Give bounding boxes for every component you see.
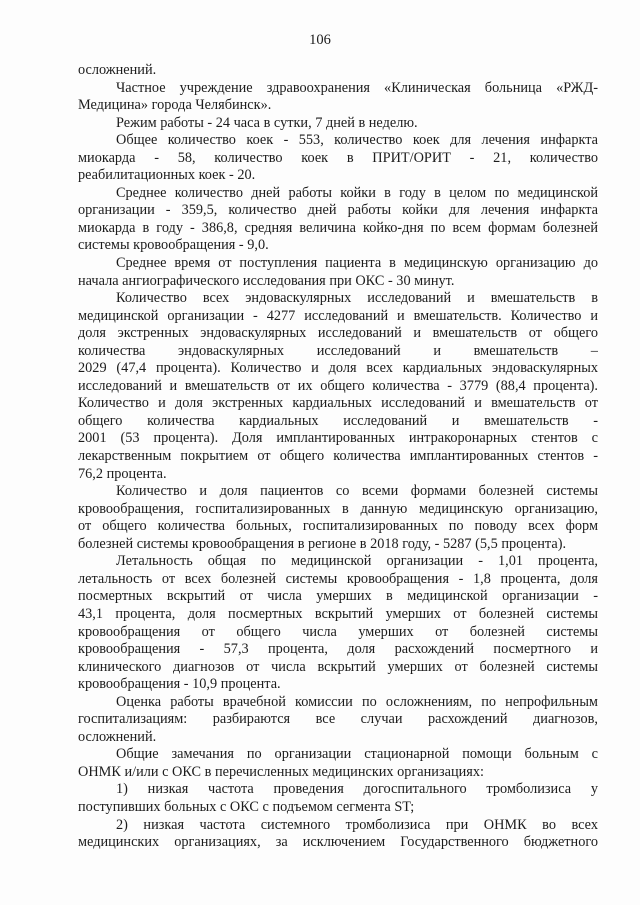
- text-line: 2029 (47,4 процента). Количество и доля всех кардиальных эндоваскулярных: [78, 360, 598, 377]
- paragraph: [78, 483, 598, 553]
- text-line: системы кровообращения - 9,0.: [78, 237, 269, 254]
- text-line: от общего количества больных, госпитализированных по поводу всех форм: [78, 518, 598, 535]
- text-line: общего количества кардиальных исследований и вмешательств -: [78, 412, 598, 429]
- text-line: болезней системы кровообращения в регионе в 2018 году, - 5287 (5,5 процента).: [78, 535, 567, 552]
- text-line: доля экстренных эндоваскулярных исследований и вмешательств от общего: [78, 325, 598, 342]
- text-line: Медицина» города Челябинск».: [78, 97, 272, 114]
- text-line: 2001 (53 процента). Доля имплантированных интракоронарных стентов с: [78, 430, 598, 447]
- text-line: кровообращения - 10,9 процента.: [78, 676, 281, 693]
- paragraph: [78, 80, 598, 115]
- paragraph: [78, 185, 598, 255]
- text-line: Общее количество коек - 553, количество коек для лечения инфаркта: [116, 132, 598, 149]
- text-line: медицинской организации - 4277 исследований и вмешательств. Количество и: [78, 307, 598, 324]
- text-line: медицинских организациях, за исключением Государственного бюджетного: [78, 834, 598, 851]
- text-line: клинического диагнозов от числа вскрытий умерших от болезней системы: [78, 658, 598, 675]
- text-line: Летальность общая по медицинской организации - 1,01 процента,: [116, 553, 598, 570]
- text-line: Режим работы - 24 часа в сутки, 7 дней в неделю.: [116, 114, 418, 131]
- text-line: исследований и вмешательств от их общего количества - 3779 (88,4 процента).: [78, 377, 598, 394]
- text-line: Количество всех эндоваскулярных исследований и вмешательств в: [116, 290, 598, 307]
- text-line: госпитализациям: разбираются все случаи расхождений диагнозов,: [78, 711, 598, 728]
- text-line: посмертных вскрытий от числа умерших в медицинской организации -: [78, 588, 598, 605]
- paragraph: [78, 746, 598, 781]
- paragraph: [78, 781, 598, 816]
- text-line: 1) низкая частота проведения догоспитального тромболизиса у: [116, 781, 598, 798]
- paragraph: [78, 817, 598, 852]
- paragraph: [78, 553, 598, 693]
- text-line: Частное учреждение здравоохранения «Клиническая больница «РЖД-: [116, 79, 598, 96]
- paragraph: [78, 115, 598, 133]
- text-line: осложнений.: [78, 62, 157, 78]
- paragraph: [78, 694, 598, 747]
- text-line: 2) низкая частота системного тромболизиса при ОНМК во всех: [116, 816, 598, 833]
- text-line: кровообращения, госпитализированных в данную медицинскую организацию,: [78, 500, 598, 517]
- text-line: миокарда в году - 386,8, средняя величина койко-дня по всем формам болезней: [78, 219, 598, 236]
- text-line: количества эндоваскулярных исследований и вмешательств –: [78, 342, 598, 359]
- text-line: 43,1 процента, доля посмертных вскрытий умерших от болезней системы: [78, 605, 598, 622]
- text-line: Среднее время от поступления пациента в медицинскую организацию до: [116, 255, 598, 272]
- text-line: осложнений.: [78, 728, 157, 745]
- text-line: Количество и доля экстренных кардиальных исследований и вмешательств от: [78, 395, 598, 412]
- text-line: кровообращения - 57,3 процента, доля расхождений посмертного и: [78, 641, 598, 658]
- text-line: Оценка работы врачебной комиссии по осложнениям, по непрофильным: [116, 693, 598, 710]
- text-line: начала ангиографического исследования при ОКС - 30 минут.: [78, 272, 455, 289]
- text-line: 76,2 процента.: [78, 465, 167, 482]
- text-line: организации - 359,5, количество дней работы койки для лечения инфаркта: [78, 202, 598, 219]
- text-line: Количество и доля пациентов со всеми формами болезней системы: [116, 483, 598, 500]
- paragraph: [78, 290, 598, 483]
- text-line: летальность от всех болезней системы кровообращения - 1,8 процента, доля: [78, 570, 598, 587]
- text-line: ОНМК и/или с ОКС в перечисленных медицинских организациях:: [78, 763, 484, 780]
- document-body: [78, 62, 598, 852]
- page-number: 106: [309, 32, 331, 48]
- text-line: поступивших больных с ОКС с подъемом сегмента ST;: [78, 798, 415, 815]
- text-line: Общие замечания по организации стационарной помощи больным с: [116, 746, 598, 763]
- text-line: реабилитационных коек - 20.: [78, 167, 256, 184]
- text-line: лекарственным покрытием от общего количества имплантированных стентов -: [78, 448, 598, 465]
- text-line: миокарда - 58, количество коек в ПРИТ/ОРИТ - 21, количество: [78, 149, 598, 166]
- text-line: Среднее количество дней работы койки в году в целом по медицинской: [116, 184, 598, 201]
- paragraph: [78, 132, 598, 185]
- paragraph: [78, 255, 598, 290]
- paragraph: [78, 62, 598, 80]
- text-line: кровообращения от общего числа умерших от болезней системы: [78, 623, 598, 640]
